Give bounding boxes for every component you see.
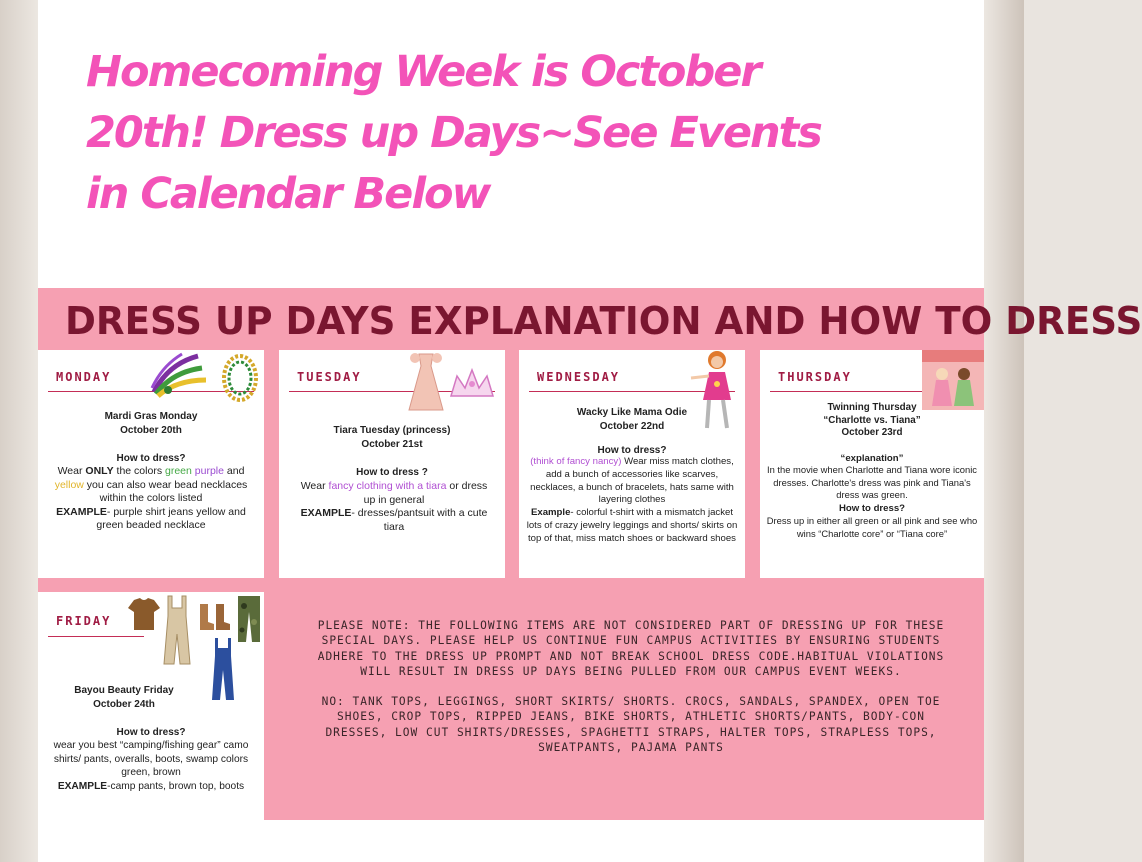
overalls-icon xyxy=(162,594,192,666)
wednesday-card xyxy=(519,350,745,578)
monday-card xyxy=(38,350,264,578)
tuesday-wear: Wear xyxy=(300,480,329,492)
prohibited-items: NO: TANK TOPS, LEGGINGS, SHORT SKIRTS/ SHORTS. CROCS, SANDALS, SPANDEX, OPEN TOE SHOES, CROP TOPS, RIPPED JEANS, BIKE SHORTS, ATHLETIC SHORTS/PANTS, BODY-CON DRESSES, LOW CUT SHIRTS/DRESSES, SPAGHETTI STRAPS, HALTER TOPS, STRAPLESS TOPS, SWEATPANTS, PAJAMA PANTS xyxy=(321,695,941,755)
friday-divider xyxy=(48,636,144,637)
friday-card xyxy=(38,592,264,820)
friday-example-label: EXAMPLE xyxy=(57,781,108,792)
monday-title xyxy=(44,410,258,438)
headline-line-2: 20th! Dress up Days~See Events xyxy=(86,108,821,158)
thursday-card xyxy=(760,350,984,578)
camo-pants-icon xyxy=(236,594,262,644)
monday-only: ONLY xyxy=(85,465,114,477)
background-left-edge xyxy=(0,0,38,862)
monday-how-heading: How to dress? xyxy=(116,453,186,464)
monday-instructions xyxy=(43,465,259,533)
thursday-date: October 23rd xyxy=(841,427,903,438)
friday-label: FRIDAY xyxy=(56,614,112,628)
friday-theme: Bayou Beauty Friday xyxy=(74,685,174,696)
background-right-edge xyxy=(984,0,1024,862)
wednesday-title xyxy=(525,406,739,434)
thursday-explanation: In the movie when Charlotte and Tiana wore iconic dresses. Charlotte's dress was pink and Tiana's dress was green. xyxy=(766,464,977,501)
monday-date: October 20th xyxy=(120,425,182,436)
wednesday-date: October 22nd xyxy=(599,421,665,432)
thursday-theme: Twinning Thursday xyxy=(827,402,917,413)
wednesday-rest: Wear miss match clothes, add a bunch of accessories like scarves, necklaces, a bunch of bracelets, hats same with layering clothes xyxy=(530,456,734,506)
tuesday-example: - dresses/pantsuit with a cute tiara xyxy=(351,507,488,533)
friday-how-text: wear you best “camping/fishing gear” camo shirts/ pants, overalls, boots, swamp colors green, brown xyxy=(53,740,249,778)
headline xyxy=(86,42,926,225)
wednesday-instructions xyxy=(524,456,740,546)
monday-purple: purple xyxy=(194,465,224,477)
wednesday-how-heading: How to dress? xyxy=(597,445,667,456)
headline-line-1: Homecoming Week is October xyxy=(86,47,760,97)
friday-how-heading: How to dress? xyxy=(116,727,186,738)
wednesday-theme: Wacky Like Mama Odie xyxy=(576,407,688,418)
wednesday-example: - colorful t-shirt with a mismatch jacket lots of crazy jewelry leggings and shorts/ skirts on top of that, miss match shoes or backward shoes xyxy=(526,507,738,544)
wednesday-label: WEDNESDAY xyxy=(537,370,621,384)
thursday-subtitle: “Charlotte vs. Tiana” xyxy=(823,414,921,426)
monday-example: - purple shirt jeans yellow and green beaded necklace xyxy=(96,505,246,531)
bead-necklace-icon xyxy=(218,350,262,406)
tuesday-instructions xyxy=(295,480,493,534)
tshirt-icon xyxy=(126,596,162,632)
wednesday-example-label: Example xyxy=(530,507,571,519)
tiara-icon xyxy=(447,366,497,402)
thursday-explanation-heading: “explanation” xyxy=(840,453,904,464)
wednesday-highlight: (think of fancy nancy) xyxy=(530,456,622,467)
jean-overalls-icon xyxy=(210,636,236,702)
monday-green: green xyxy=(164,465,192,477)
friday-example-text: -camp pants, brown top, boots xyxy=(107,781,245,792)
tuesday-example-label: EXAMPLE xyxy=(300,507,352,519)
boots-icon xyxy=(198,602,232,632)
dress-up-section xyxy=(38,288,1142,820)
thursday-how-heading: How to dress? xyxy=(838,503,906,514)
tuesday-rest: or dress up in general xyxy=(363,480,488,506)
tuesday-how-heading: How to dress ? xyxy=(356,467,428,478)
friday-title xyxy=(44,684,204,712)
monday-theme: Mardi Gras Monday xyxy=(104,411,198,422)
monday-the-colors: the colors xyxy=(113,465,165,477)
dress-code-notice xyxy=(306,618,956,770)
princess-dress-icon xyxy=(403,352,449,412)
monday-and: and xyxy=(223,465,245,477)
friday-date: October 24th xyxy=(93,699,155,710)
thursday-label: THURSDAY xyxy=(778,370,852,384)
section-title: DRESS UP DAYS EXPLANATION AND HOW TO DRESS xyxy=(65,299,1142,343)
tuesday-card xyxy=(279,350,505,578)
tuesday-highlight: fancy clothing with a tiara xyxy=(328,480,447,492)
charlotte-tiana-icon xyxy=(922,350,984,410)
tuesday-date: October 21st xyxy=(361,439,423,450)
monday-example-label: EXAMPLE xyxy=(56,505,107,518)
monday-rest: you can also wear bead necklaces within the colors listed xyxy=(83,478,248,504)
tuesday-title xyxy=(285,424,499,452)
tuesday-label: TUESDAY xyxy=(297,370,362,384)
flyer xyxy=(38,0,1142,862)
monday-label: MONDAY xyxy=(56,370,112,384)
thursday-title xyxy=(766,402,978,440)
headline-line-3: in Calendar Below xyxy=(86,169,490,219)
mardi-gras-feathers-icon xyxy=(148,352,210,398)
monday-wear: Wear xyxy=(57,465,86,477)
friday-example xyxy=(43,780,259,794)
thursday-how-text: Dress up in either all green or all pink and see who wins “Charlotte core” or “Tiana core” xyxy=(766,515,978,539)
tuesday-theme: Tiara Tuesday (princess) xyxy=(333,425,451,436)
monday-yellow: yellow xyxy=(54,478,84,491)
notice-paragraph: PLEASE NOTE: THE FOLLOWING ITEMS ARE NOT CONSIDERED PART OF DRESSING UP FOR THESE SPECIAL DAYS. PLEASE HELP US CONTINUE FUN CAMPUS ACTIVITIES BY ENSURING STUDENTS ADHERE TO THE DRESS UP PROMPT AND NOT BREAK SCHOOL DRESS CODE.HABITUAL VIOLATIONS WILL RESULT IN DRESS UP DAYS BEING PULLED FROM OUR CAMPUS EVENT WEEKS. xyxy=(317,619,945,678)
